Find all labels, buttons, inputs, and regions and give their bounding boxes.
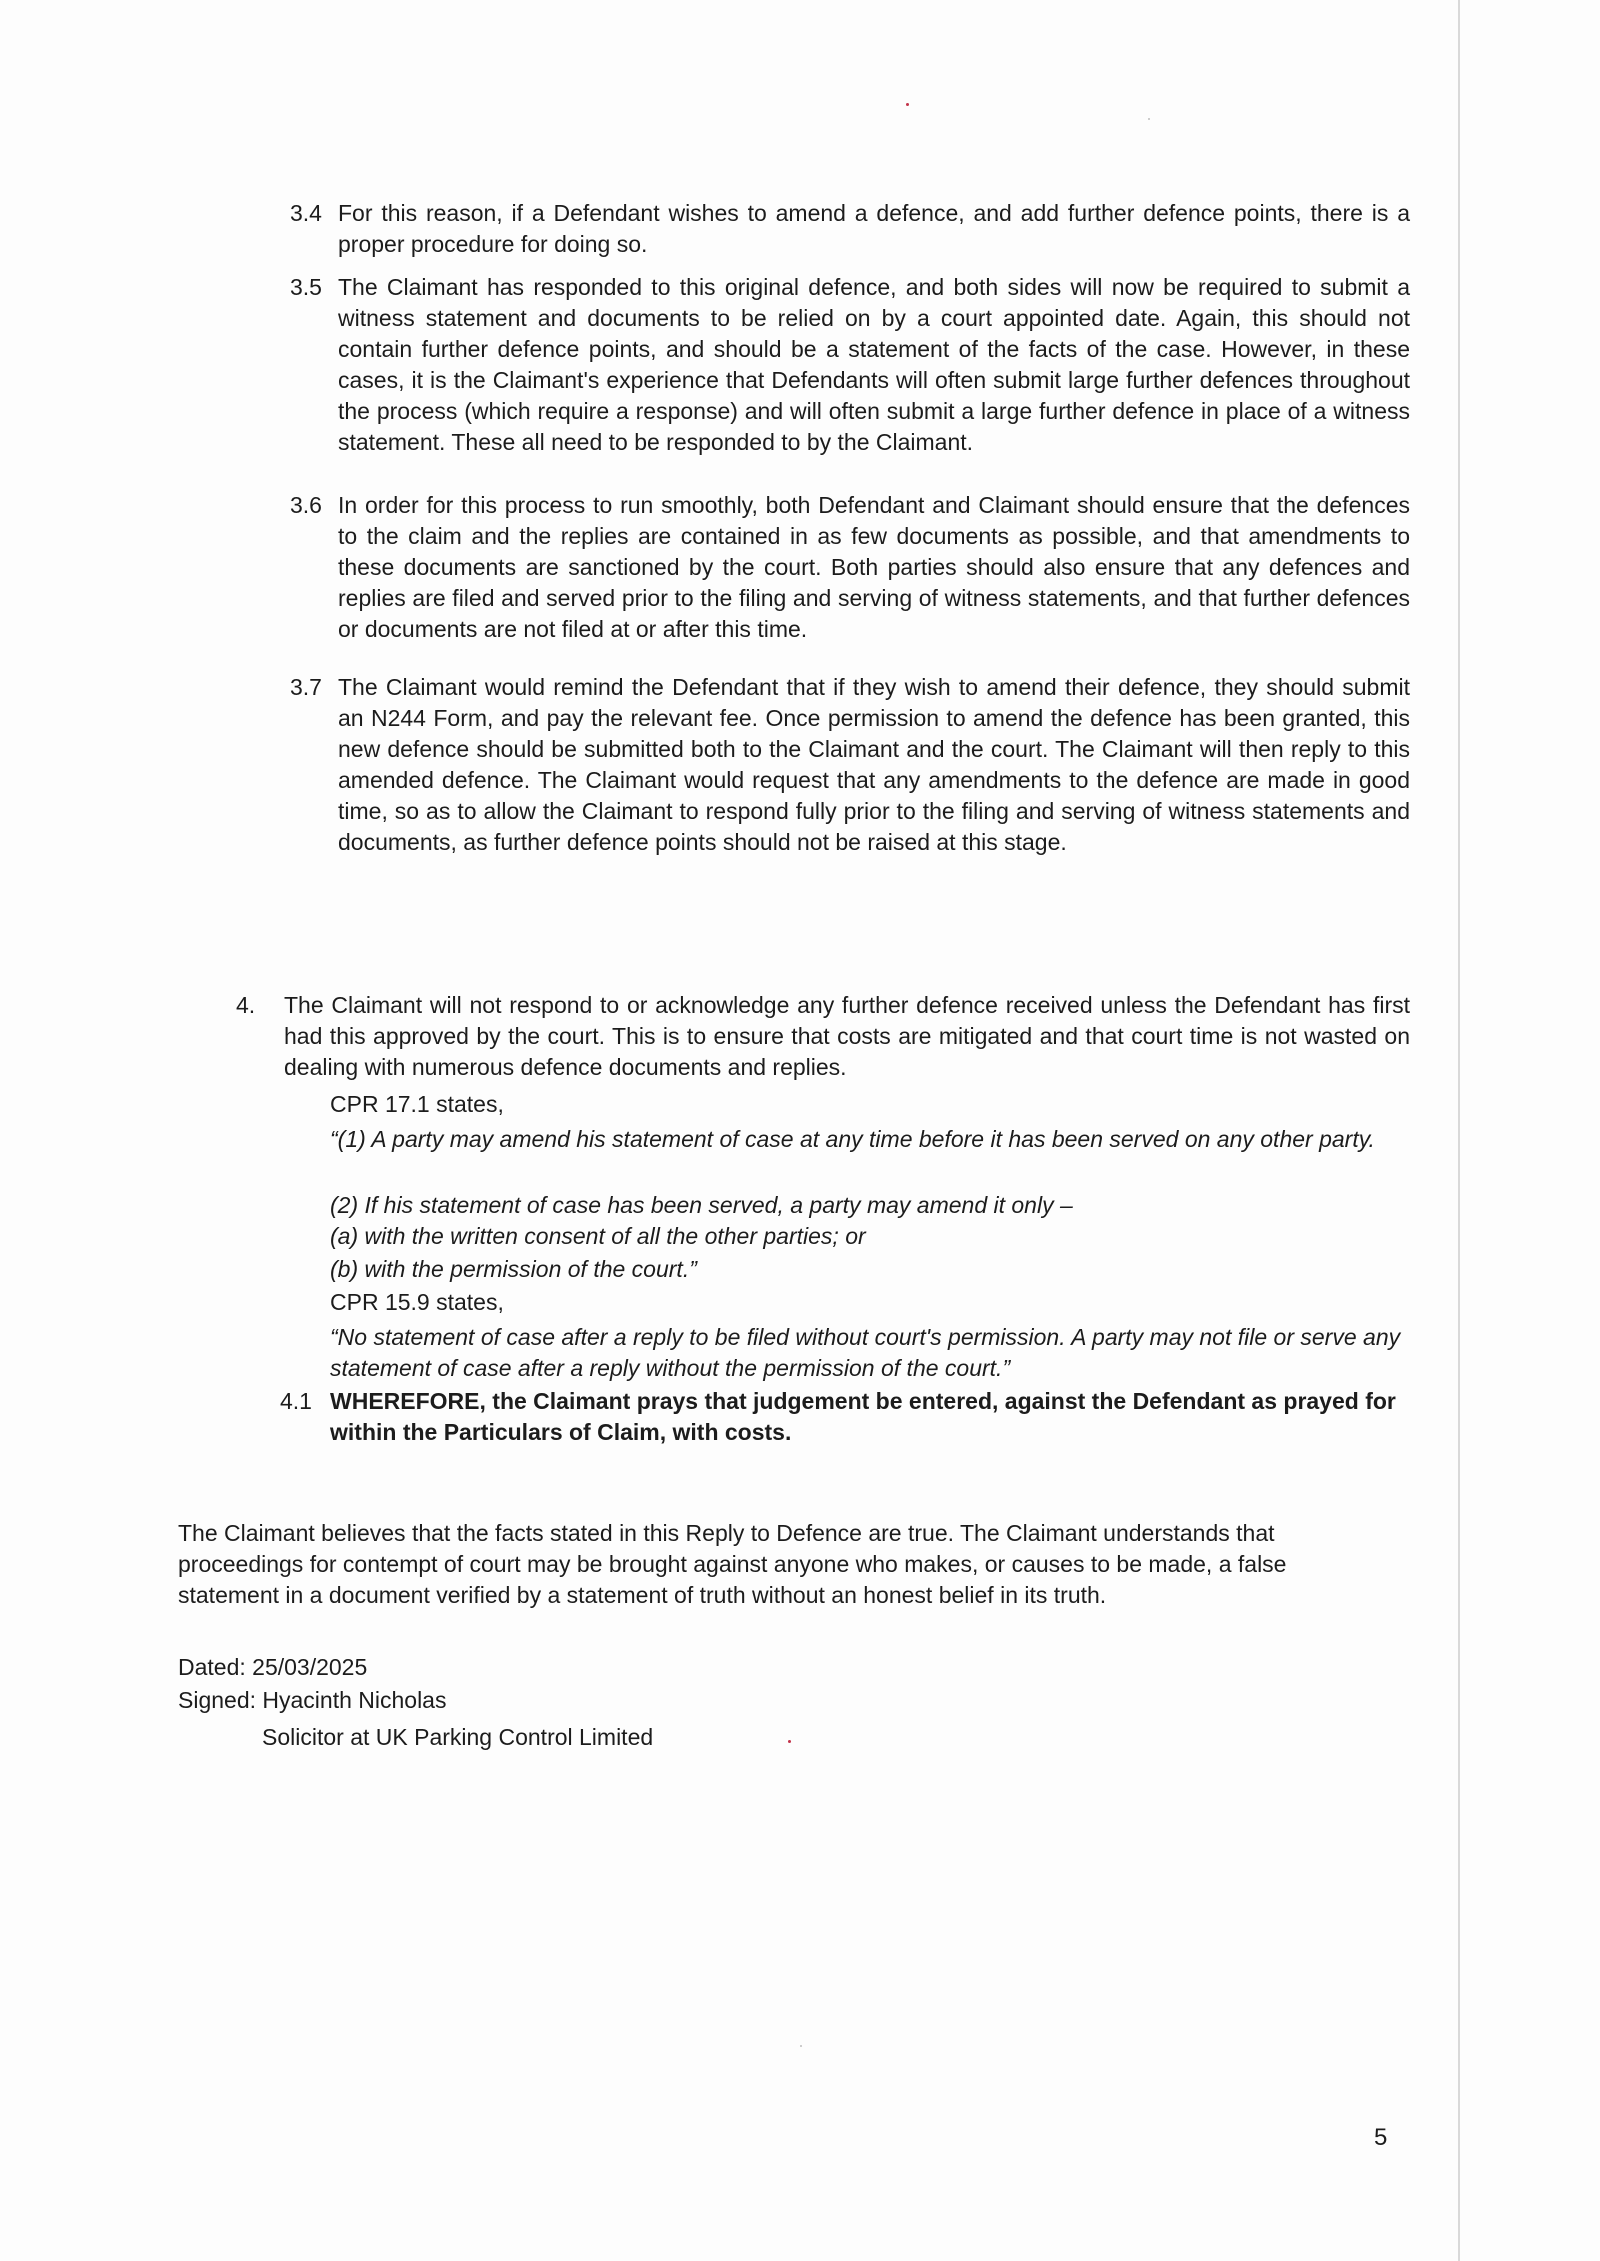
- section-number: 3.4: [290, 200, 322, 226]
- scan-speck: [906, 103, 909, 106]
- section-number: 4.1: [280, 1388, 312, 1414]
- signed-line: Signed: Hyacinth Nicholas: [178, 1687, 447, 1713]
- cpr-17-1-quote-4: (b) with the permission of the court.”: [330, 1256, 697, 1282]
- paragraph-4-1: WHEREFORE, the Claimant prays that judgement be entered, against the Defendant as prayed for within the Particulars of Claim, with costs.: [330, 1388, 1396, 1445]
- paragraph-3-7: The Claimant would remind the Defendant that if they wish to amend their defence, they should submit an N244 Form, and pay the relevant fee. Once permission to amend the defence has been granted, this new defence should be submitted both to the Claimant and the court. The Claimant will then reply to this amended defence. The Claimant would request that any amendments to the defence are made in good time, so as to allow the Claimant to respond fully prior to the filing and serving of witness statements and documents, as further defence points should not be raised at this stage.: [338, 674, 1410, 855]
- paragraph-3-6: In order for this process to run smoothly, both Defendant and Claimant should ensure that the defences to the claim and the replies are contained in as few documents as possible, and that amendments to these documents are sanctioned by the court. Both parties should also ensure that any defences and replies are filed and served prior to the filing and serving of witness statements, and that further defences or documents are not filed at or after this time.: [338, 492, 1410, 642]
- cpr-17-1-quote-3: (a) with the written consent of all the other parties; or: [330, 1223, 866, 1249]
- cpr-17-1-quote-2: (2) If his statement of case has been served, a party may amend it only –: [330, 1192, 1073, 1218]
- paragraph-3-5: [338, 272, 1410, 458]
- cpr-15-9-quote: “No statement of case after a reply to be filed without court's permission. A party may not file or serve any statement of case after a reply without the permission of the court.”: [330, 1324, 1401, 1381]
- page-edge: [1458, 0, 1460, 2261]
- dated-line: Dated: 25/03/2025: [178, 1654, 368, 1680]
- signatory-role: Solicitor at UK Parking Control Limited: [262, 1724, 654, 1750]
- scan-speck: [1148, 118, 1150, 120]
- paragraph-3-5-part-b: in these cases, it is the Claimant's experience that Defendants will often submit large further defences throughout the process (which require a response) and will often submit a large further defence in place of a witness statement. These all need to be responded to by the Claimant.: [338, 336, 1411, 455]
- section-number: 3.5: [290, 274, 322, 300]
- section-number: 4.: [236, 992, 256, 1018]
- scan-speck: [800, 2045, 802, 2047]
- page-number: 5: [1374, 2124, 1388, 2151]
- paragraph-4: The Claimant will not respond to or acknowledge any further defence received unless the Defendant has first had this approved by the court. This is to ensure that costs are mitigated and that court time is not wasted on dealing with numerous defence documents and replies.: [284, 992, 1410, 1080]
- scan-speck: [788, 1740, 791, 1743]
- statement-of-truth: The Claimant believes that the facts stated in this Reply to Defence are true. The Claimant understands that proceedings for contempt of court may be brought against anyone who makes, or causes to be made, a false statement in a document verified by a statement of truth without an honest belief in its truth.: [178, 1520, 1287, 1608]
- cpr-15-9-label: CPR 15.9 states,: [330, 1289, 504, 1315]
- cpr-17-1-label: CPR 17.1 states,: [330, 1091, 504, 1117]
- section-number: 3.6: [290, 492, 322, 518]
- paragraph-3-5-part-a: The Claimant has responded to this original defence, and both sides will now be required to submit a witness statement and documents to be relied on by a court appointed date. Again, this should not contain further defence points, and should be a statement of the facts of the case. However,: [338, 274, 1410, 362]
- cpr-17-1-quote-1: “(1) A party may amend his statement of case at any time before it has been served on any other party.: [330, 1126, 1375, 1152]
- section-number: 3.7: [290, 674, 322, 700]
- paragraph-3-4: For this reason, if a Defendant wishes to amend a defence, and add further defence points, there is a proper procedure for doing so.: [338, 200, 1410, 257]
